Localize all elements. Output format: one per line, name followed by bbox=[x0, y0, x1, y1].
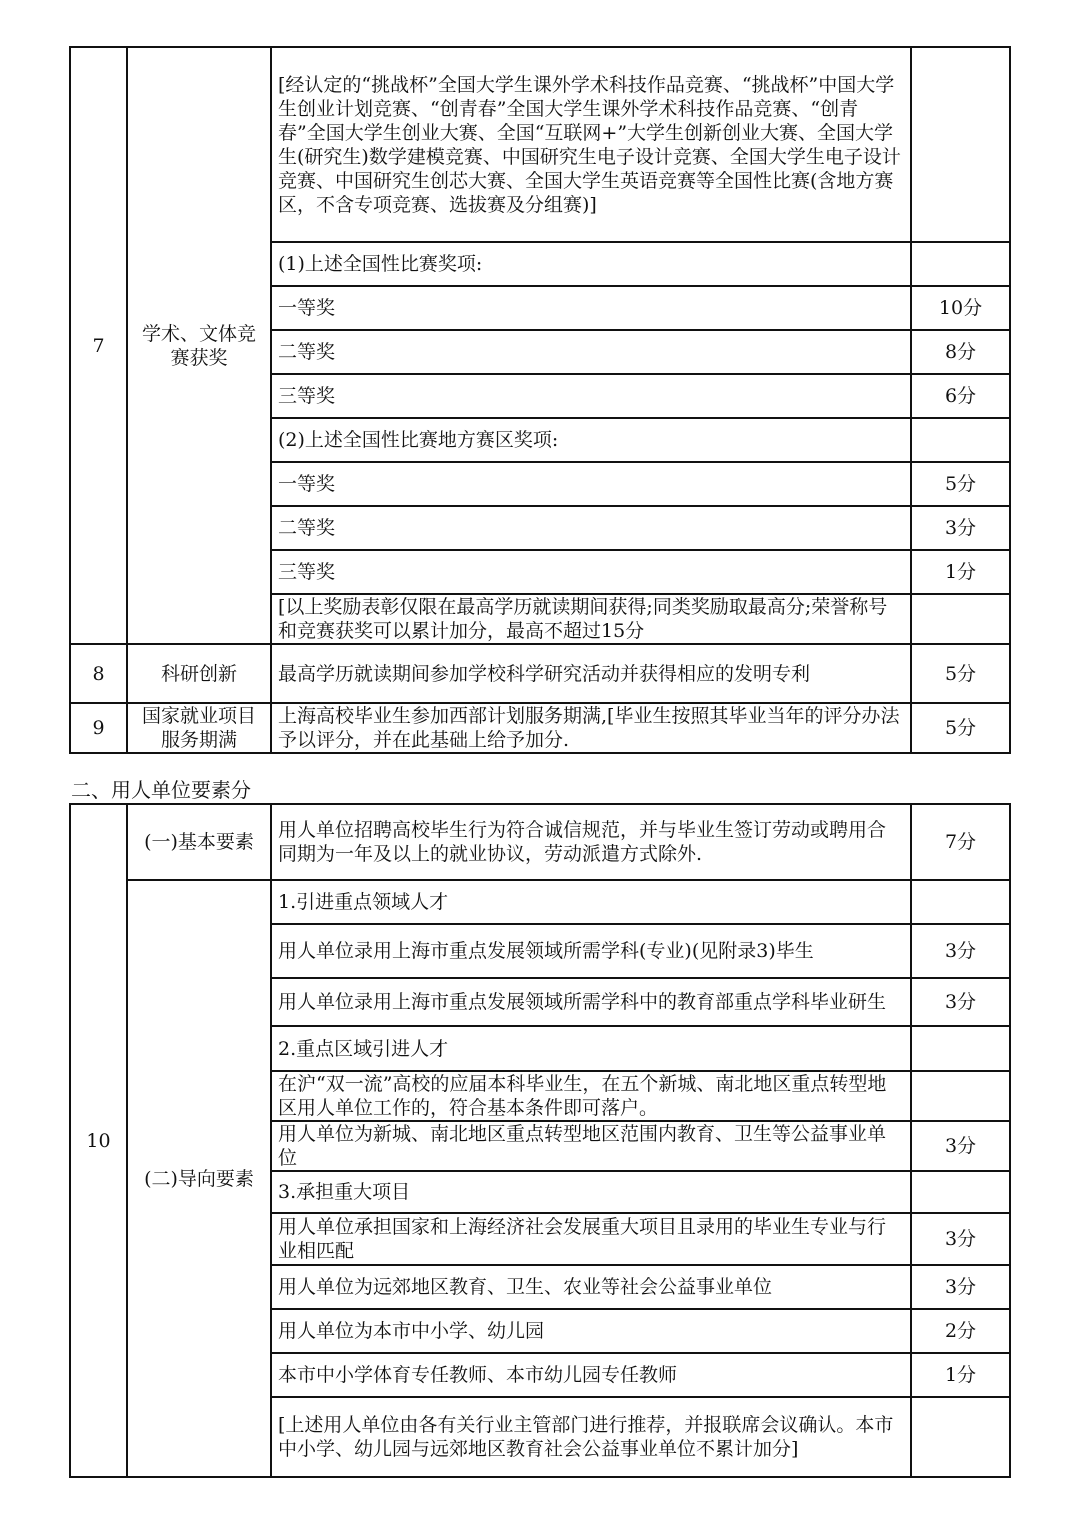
score-cell bbox=[911, 594, 1010, 644]
score-cell bbox=[911, 1171, 1010, 1213]
score-cell bbox=[911, 1071, 1010, 1121]
item-number: 7 bbox=[70, 47, 127, 644]
item-category: 学术、文体竞赛获奖 bbox=[127, 47, 271, 644]
score-cell: 3分 bbox=[911, 506, 1010, 550]
score-cell: 3分 bbox=[911, 1121, 1010, 1171]
score-cell: 6分 bbox=[911, 374, 1010, 418]
table-row bbox=[70, 880, 1010, 924]
criteria-description: 用人单位承担国家和上海经济社会发展重大项目且录用的毕业生专业与行业相匹配 bbox=[271, 1213, 911, 1265]
criteria-description: 本市中小学体育专任教师、本市幼儿园专任教师 bbox=[271, 1353, 911, 1397]
score-cell: 3分 bbox=[911, 1213, 1010, 1265]
item-category: (一)基本要素 bbox=[127, 804, 271, 880]
criteria-description: (1)上述全国性比赛奖项: bbox=[271, 242, 911, 286]
item-category: 国家就业项目服务期满 bbox=[127, 703, 271, 753]
criteria-description: 用人单位为远郊地区教育、卫生、农业等社会公益事业单位 bbox=[271, 1265, 911, 1309]
scoring-table-employer-factors bbox=[69, 803, 1011, 1478]
criteria-subheading: 2.重点区域引进人才 bbox=[271, 1026, 911, 1071]
criteria-description: 三等奖 bbox=[271, 374, 911, 418]
criteria-description: 三等奖 bbox=[271, 550, 911, 594]
criteria-description: 上海高校毕业生参加西部计划服务期满,[毕业生按照其毕业当年的评分办法予以评分，并在此基础上给予加分. bbox=[271, 703, 911, 753]
criteria-description: [经认定的“挑战杯”全国大学生课外学术科技作品竞赛、“挑战杯”中国大学生创业计划竞赛、“创青春”全国大学生课外学术科技作品竞赛、“创青春”全国大学生创业大赛、全国“互联网+”大学生创新创业大赛、全国大学生(研究生)数学建模竞赛、中国研究生电子设计竞赛、全国大学生电子设计竞赛、中国研究生创芯大赛、全国大学生英语竞赛等全国性比赛(含地方赛区，不含专项竞赛、选拔赛及分组赛)] bbox=[271, 47, 911, 242]
score-cell bbox=[911, 1026, 1010, 1071]
criteria-note: [以上奖励表彰仅限在最高学历就读期间获得;同类奖励取最高分;荣誉称号和竞赛获奖可以累计加分，最高不超过15分 bbox=[271, 594, 911, 644]
score-cell: 5分 bbox=[911, 462, 1010, 506]
criteria-description: 用人单位录用上海市重点发展领域所需学科(专业)(见附录3)毕生 bbox=[271, 924, 911, 978]
criteria-description: 用人单位招聘高校毕生行为符合诚信规范，并与毕业生签订劳动或聘用合同期为一年及以上的就业协议，劳动派遣方式除外. bbox=[271, 804, 911, 880]
item-category: 科研创新 bbox=[127, 644, 271, 703]
scoring-table-talent-factors bbox=[69, 46, 1011, 754]
score-cell bbox=[911, 242, 1010, 286]
table-row bbox=[70, 804, 1010, 880]
item-number: 8 bbox=[70, 644, 127, 703]
criteria-subheading: 1.引进重点领域人才 bbox=[271, 880, 911, 924]
criteria-description: 最高学历就读期间参加学校科学研究活动并获得相应的发明专利 bbox=[271, 644, 911, 703]
score-cell: 3分 bbox=[911, 978, 1010, 1026]
table-row bbox=[70, 47, 1010, 242]
table-row bbox=[70, 644, 1010, 703]
table-row bbox=[70, 703, 1010, 753]
criteria-description: 二等奖 bbox=[271, 330, 911, 374]
criteria-description: (2)上述全国性比赛地方赛区奖项: bbox=[271, 418, 911, 462]
criteria-description: 用人单位为新城、南北地区重点转型地区范围内教育、卫生等公益事业单位 bbox=[271, 1121, 911, 1171]
criteria-description: 二等奖 bbox=[271, 506, 911, 550]
score-cell: 2分 bbox=[911, 1309, 1010, 1353]
score-cell bbox=[911, 418, 1010, 462]
criteria-description: 用人单位录用上海市重点发展领域所需学科中的教育部重点学科毕业研生 bbox=[271, 978, 911, 1026]
section-heading: 二、用人单位要素分 bbox=[71, 778, 251, 802]
item-category: (二)导向要素 bbox=[127, 880, 271, 1477]
score-cell bbox=[911, 47, 1010, 242]
score-cell: 1分 bbox=[911, 550, 1010, 594]
score-cell: 5分 bbox=[911, 644, 1010, 703]
score-cell: 3分 bbox=[911, 924, 1010, 978]
score-cell: 8分 bbox=[911, 330, 1010, 374]
score-cell: 7分 bbox=[911, 804, 1010, 880]
item-number: 9 bbox=[70, 703, 127, 753]
item-number: 10 bbox=[70, 804, 127, 1477]
score-cell: 1分 bbox=[911, 1353, 1010, 1397]
criteria-description: 一等奖 bbox=[271, 462, 911, 506]
criteria-subheading: 3.承担重大项目 bbox=[271, 1171, 911, 1213]
score-cell: 3分 bbox=[911, 1265, 1010, 1309]
criteria-description: 用人单位为本市中小学、幼儿园 bbox=[271, 1309, 911, 1353]
score-cell: 10分 bbox=[911, 286, 1010, 330]
score-cell bbox=[911, 880, 1010, 924]
criteria-description: 一等奖 bbox=[271, 286, 911, 330]
score-cell: 5分 bbox=[911, 703, 1010, 753]
criteria-description: 在沪“双一流”高校的应届本科毕业生，在五个新城、南北地区重点转型地区用人单位工作的，符合基本条件即可落户。 bbox=[271, 1071, 911, 1121]
criteria-note: [上述用人单位由各有关行业主管部门进行推荐，并报联席会议确认。本市中小学、幼儿园与远郊地区教育社会公益事业单位不累计加分] bbox=[271, 1397, 911, 1477]
score-cell bbox=[911, 1397, 1010, 1477]
